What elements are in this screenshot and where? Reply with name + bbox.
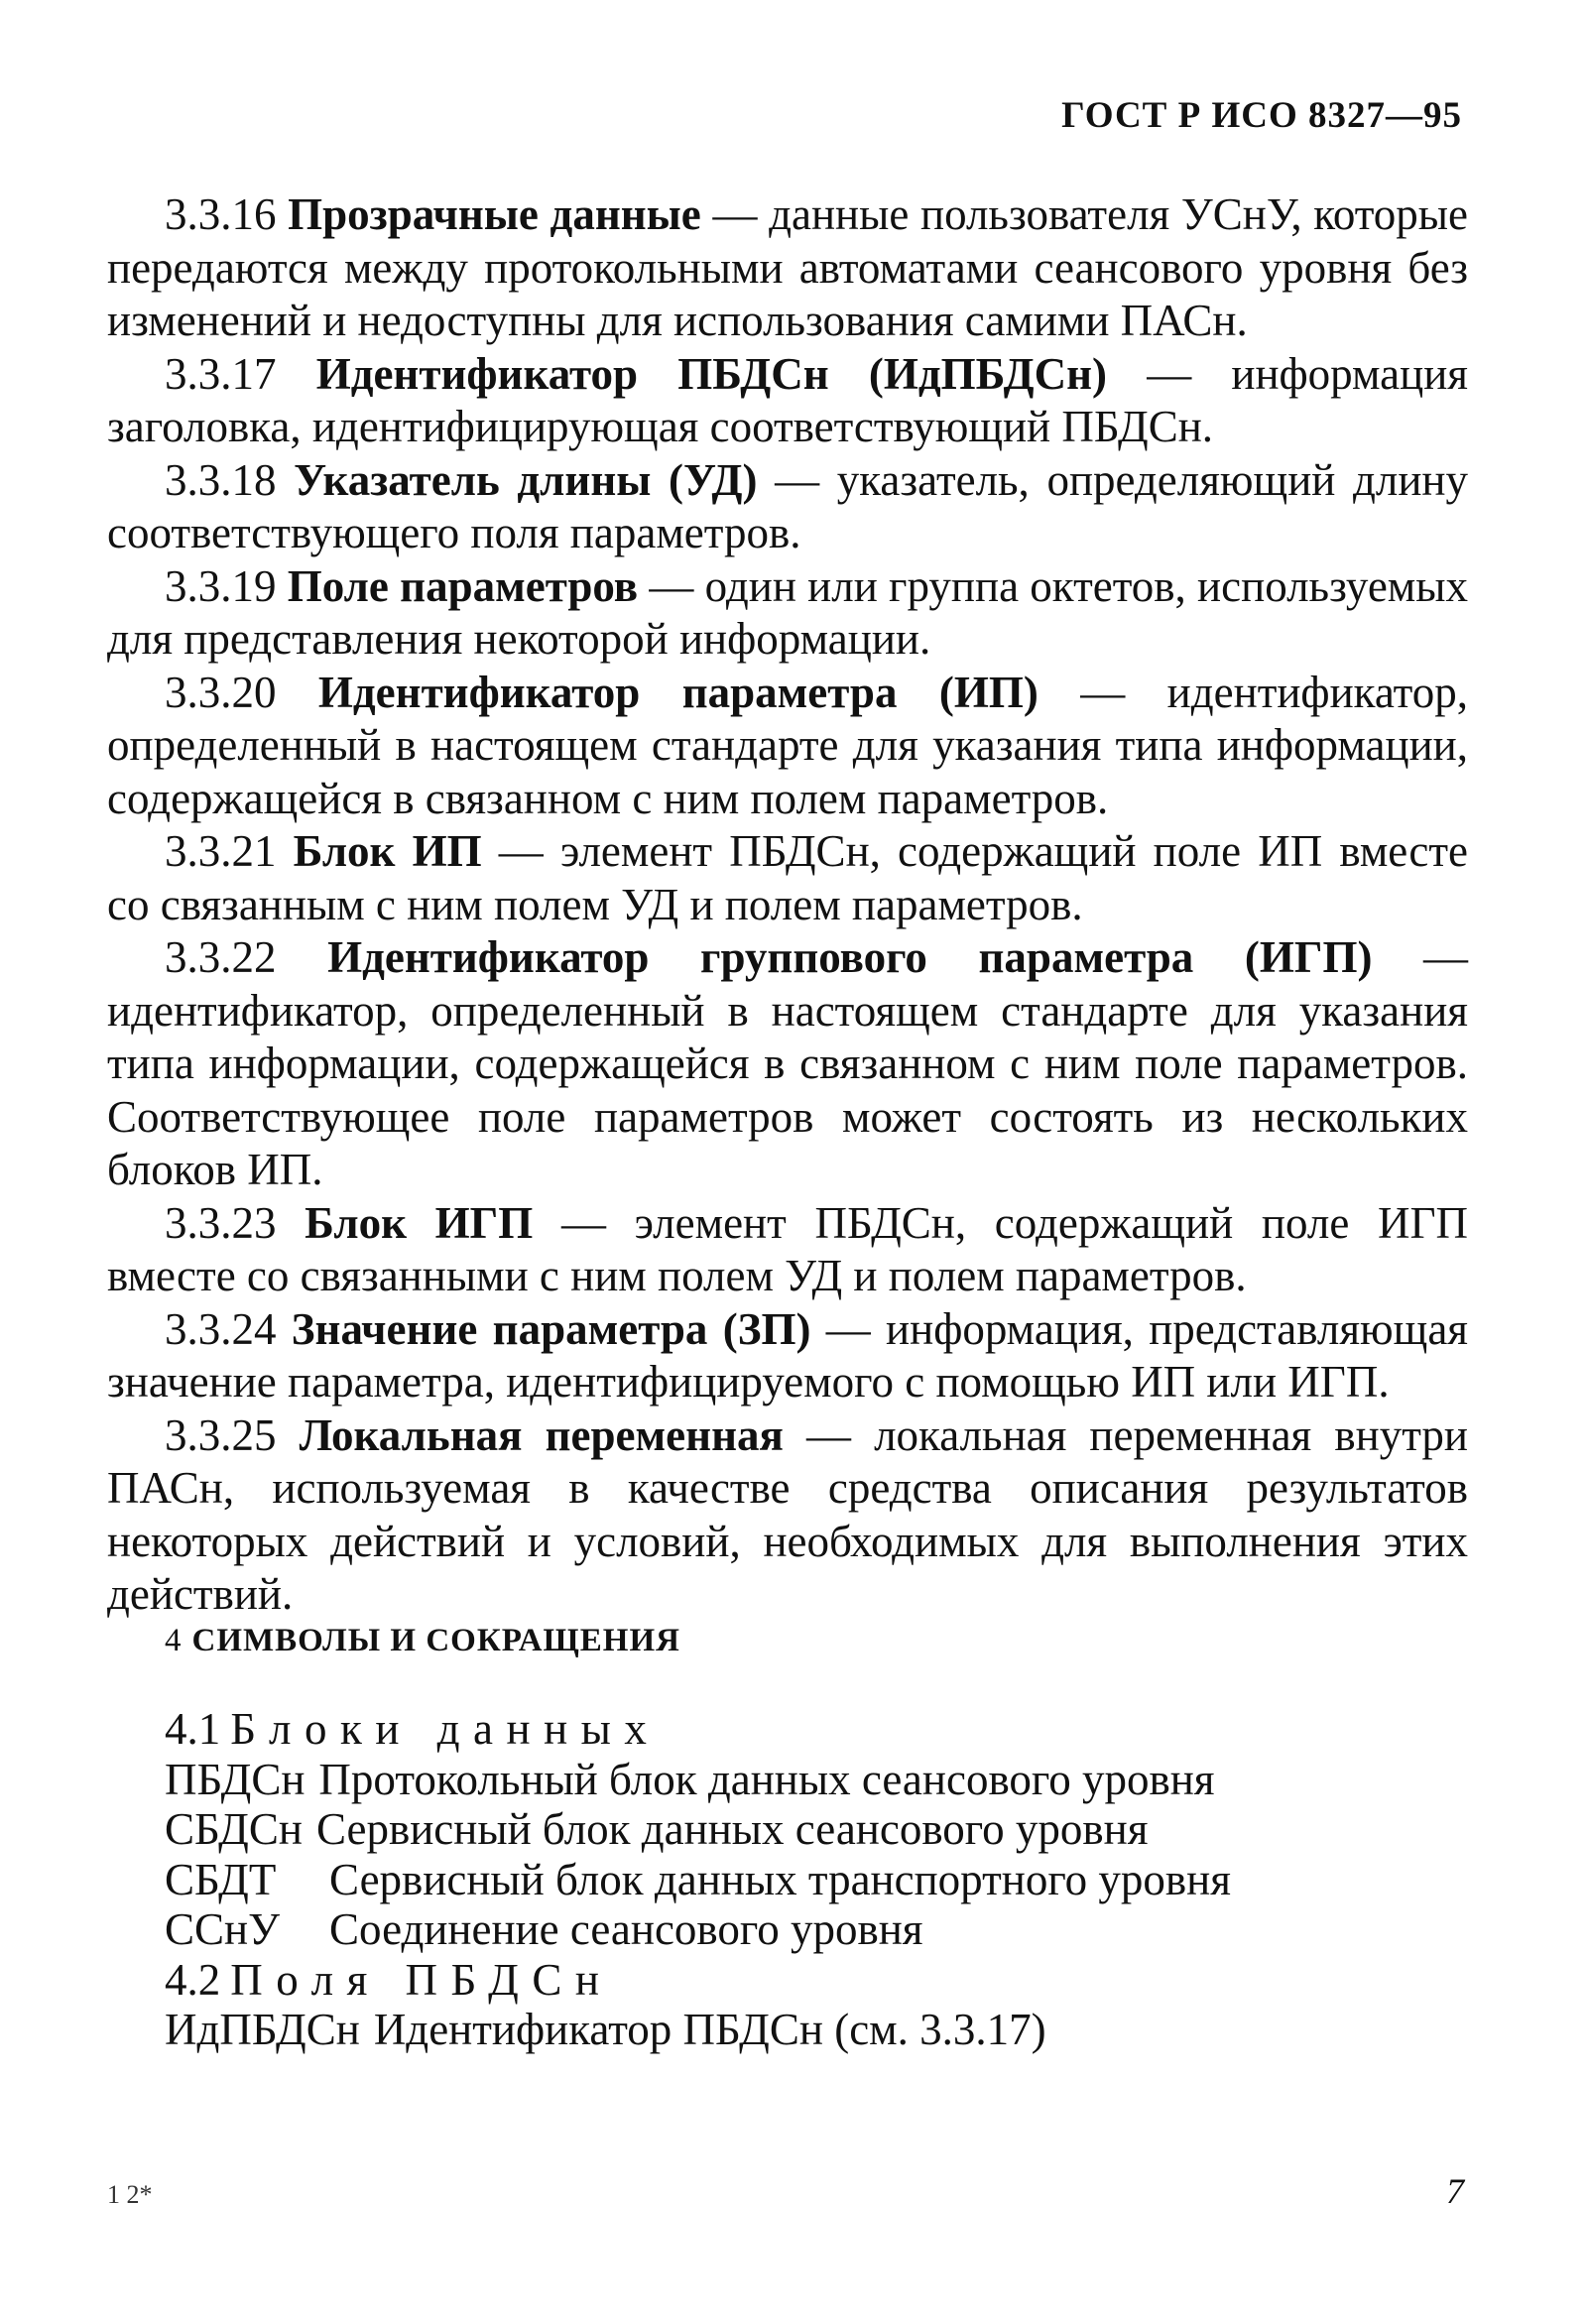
definition-3-3-16 (107, 188, 1468, 348)
definition-number: 3.3.18 (165, 454, 277, 505)
subsection-heading-data-blocks (165, 1704, 1454, 1755)
definition-term: Прозрачные данные (288, 189, 701, 239)
abbreviation: ИдПБДСн (165, 2005, 360, 2054)
abbreviation-meaning: Сервисный блок данных транспортного уровня (329, 1854, 1231, 1904)
definition-text: — информация заголовка, идентифицирующая соответствующий ПБДСн. (107, 348, 1469, 451)
abbreviation-meaning: Идентификатор ПБДСн (см. 3.3.17) (373, 2005, 1046, 2054)
definition-3-3-22 (107, 931, 1468, 1197)
definition-term: Идентификатор группового параметра (ИГП) (327, 932, 1373, 982)
definition-3-3-19 (107, 560, 1468, 667)
abbreviation: СБДТ (165, 1854, 277, 1904)
definition-text: — локальная переменная внутри ПАСн, используемая в качестве средства описания результатов некоторых действий и условий, необходимых для выполнения этих действий. (107, 1409, 1468, 1619)
definition-term: Локальная переменная (299, 1409, 784, 1460)
definition-number: 3.3.24 (165, 1303, 277, 1354)
definition-text: — идентификатор, определенный в настоящем стандарте для указания типа информации, содержащейся в связанном с ним поле параметров. Соответствующее поле параметров может состоять из нескольких блоков ИП. (107, 932, 1469, 1194)
definition-text: — информация, представляющая значение параметра, идентифицируемого с помощью ИП или ИГП. (107, 1303, 1468, 1407)
abbreviation-meaning: Протокольный блок данных сеансового уровня (318, 1754, 1215, 1804)
subsection-number: 4.2 (165, 1954, 221, 2005)
definition-number: 3.3.25 (165, 1409, 277, 1460)
abbreviation: ПБДСн (165, 1754, 306, 1804)
footer-signature-mark: 1 2* (107, 2180, 153, 2209)
definition-3-3-25 (107, 1409, 1468, 1622)
abbreviation-meaning: Соединение сеансового уровня (329, 1904, 923, 1954)
definition-number: 3.3.20 (165, 667, 277, 717)
abbreviation-row (165, 1755, 1454, 1805)
definition-3-3-20 (107, 667, 1468, 826)
definition-text: — элемент ПБДСн, содержащий поле ИГП вместе со связанными с ним полем УД и полем параметров. (107, 1197, 1468, 1300)
abbreviations-list (165, 1704, 1454, 2055)
definition-number: 3.3.21 (165, 826, 277, 876)
subsection-heading-fields (165, 1955, 1454, 2006)
subsection-title: Поля ПБДСн (230, 1954, 613, 2005)
definition-3-3-18 (107, 454, 1468, 560)
subsection-number: 4.1 (165, 1704, 221, 1754)
abbreviation-row (165, 1904, 1454, 1955)
definition-term: Идентификатор параметра (ИП) (317, 667, 1039, 717)
abbreviation-row (165, 1804, 1454, 1855)
page-header: ГОСТ Р ИСО 8327—95 (1061, 95, 1462, 136)
definition-number: 3.3.22 (165, 932, 277, 982)
section-heading (165, 1623, 680, 1659)
page-number: 7 (1446, 2171, 1464, 2211)
definition-text: — элемент ПБДСн, содержащий поле ИП вместе со связанным с ним полем УД и полем параметров. (107, 826, 1469, 929)
definition-3-3-17 (107, 348, 1468, 454)
definition-text: — данные пользователя УСнУ, которые передаются между протокольными автоматами сеансового уровня без изменений и недоступны для использования самими ПАСн. (107, 189, 1469, 345)
definition-number: 3.3.16 (165, 189, 277, 239)
definition-3-3-23 (107, 1197, 1468, 1303)
abbreviation-row (165, 1855, 1454, 1905)
abbreviation-row (165, 2005, 1454, 2055)
definition-3-3-21 (107, 825, 1468, 931)
definition-term: Блок ИГП (305, 1197, 534, 1248)
definition-term: Поле параметров (287, 560, 639, 611)
definition-text: — один или группа октетов, используемых для представления некоторой информации. (107, 560, 1468, 664)
definition-text: — указатель, определяющий длину соответствующего поля параметров. (107, 454, 1469, 557)
definition-text: — идентификатор, определенный в настоящем стандарте для указания типа информации, содержащейся в связанном с ним полем параметров. (107, 667, 1468, 823)
subsection-title: Блоки данных (230, 1704, 661, 1754)
definition-number: 3.3.23 (165, 1197, 277, 1248)
definition-number: 3.3.19 (165, 560, 277, 611)
definition-term: Указатель длины (УД) (294, 454, 758, 505)
section-title: СИМВОЛЫ И СОКРАЩЕНИЯ (191, 1623, 680, 1658)
abbreviation: ССнУ (165, 1904, 280, 1954)
section-number: 4 (165, 1623, 183, 1658)
definition-term: Блок ИП (293, 826, 482, 876)
abbreviation: СБДСн (165, 1804, 303, 1854)
abbreviation-meaning: Сервисный блок данных сеансового уровня (315, 1804, 1149, 1854)
definition-term: Значение параметра (ЗП) (291, 1303, 811, 1354)
definition-number: 3.3.17 (165, 348, 277, 399)
definition-3-3-24 (107, 1303, 1468, 1409)
definition-term: Идентификатор ПБДСн (ИдПБДСн) (315, 348, 1108, 399)
definitions-list (107, 188, 1468, 1622)
